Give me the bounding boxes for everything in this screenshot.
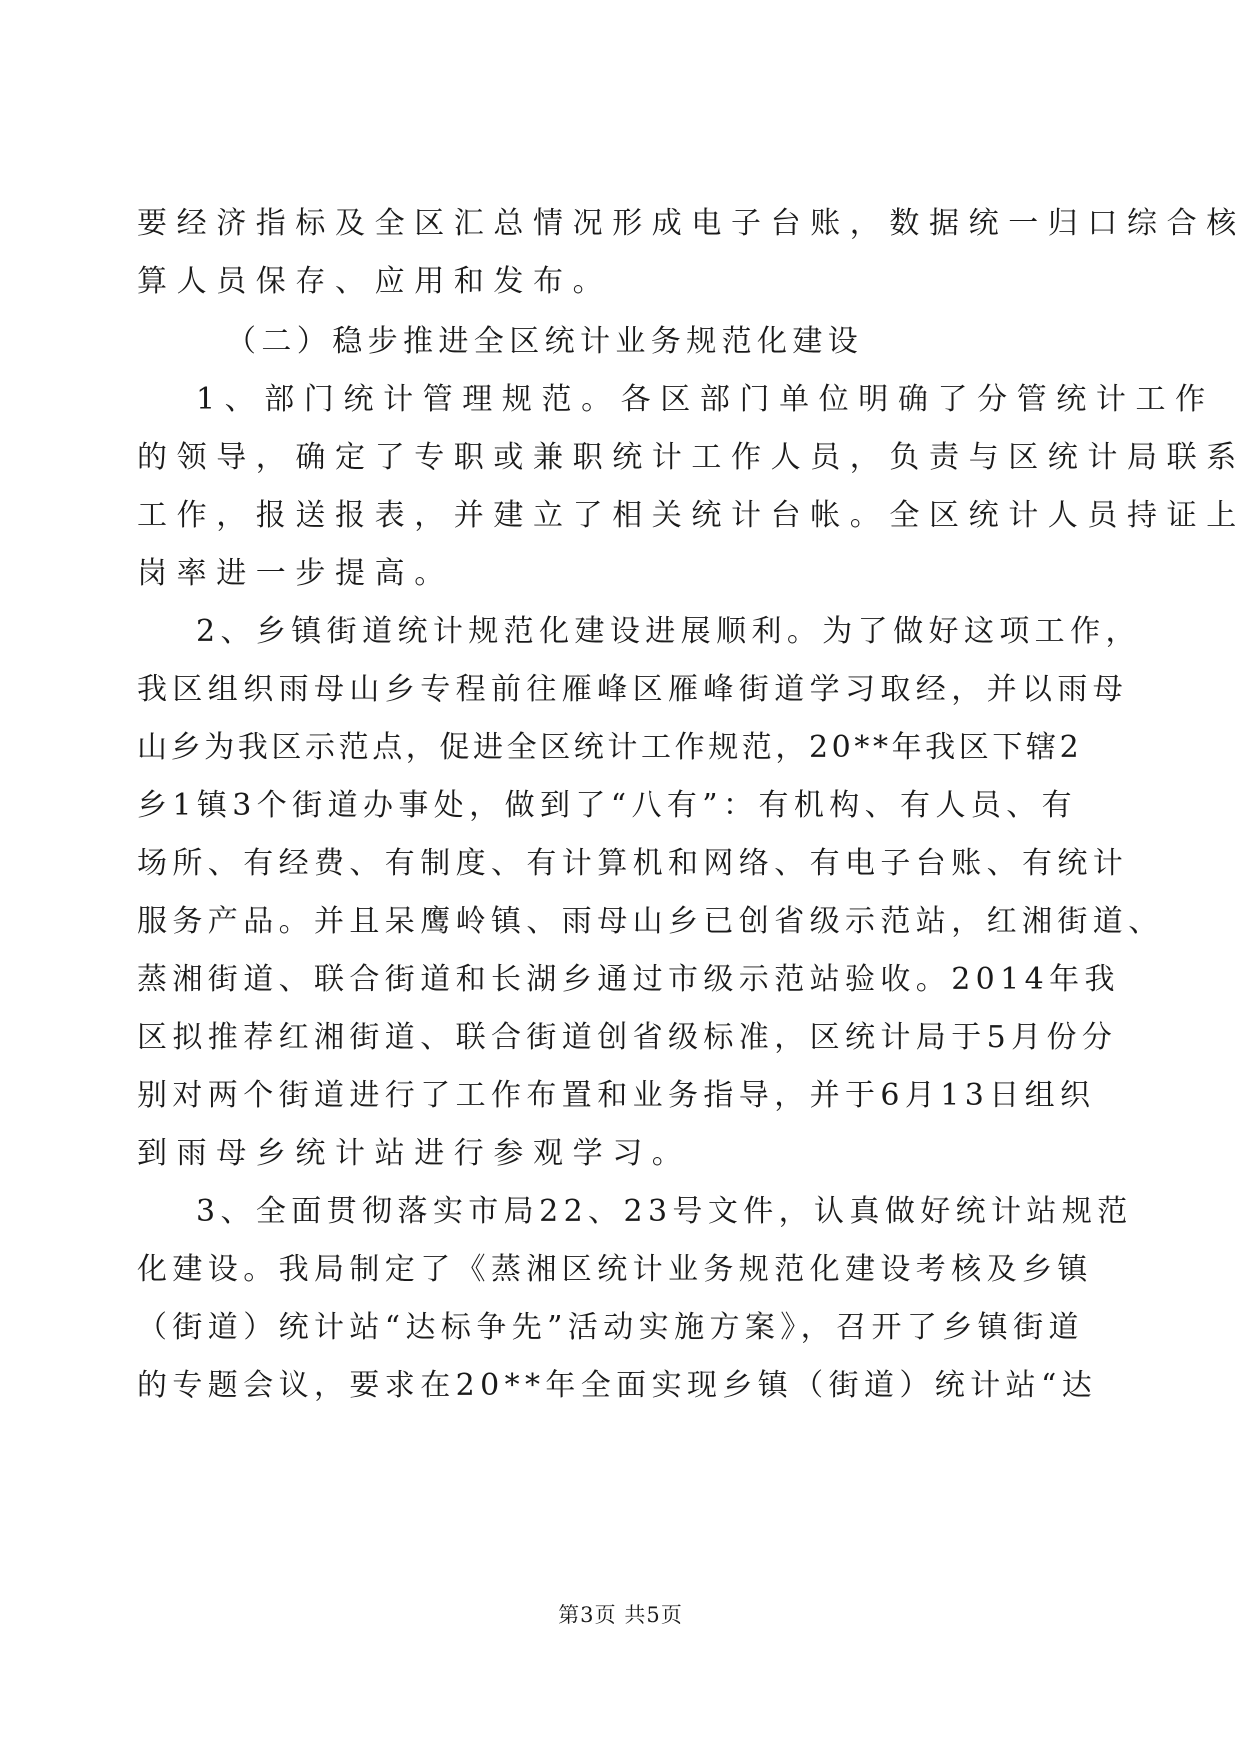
paragraph-line: 蒸湘街道、联合街道和长湖乡通过市级示范站验收。2014年我 [137,962,1120,997]
paragraph-line: 3、全面贯彻落实市局22、23号文件，认真做好统计站规范 [196,1194,1133,1229]
section-heading: （二）稳步推进全区统计业务规范化建设 [226,324,864,359]
paragraph-line: 到雨母乡统计站进行参观学习。 [137,1136,692,1171]
paragraph-line: 化建设。我局制定了《蒸湘区统计业务规范化建设考核及乡镇 [137,1252,1093,1287]
paragraph-line: 我区组织雨母山乡专程前往雁峰区雁峰街道学习取经，并以雨母 [137,672,1129,707]
page-number-footer: 第3页 共5页 [558,1603,683,1627]
paragraph-line: 算人员保存、应用和发布。 [137,264,613,299]
paragraph-line: 岗率进一步提高。 [137,556,454,591]
paragraph-line: 区拟推荐红湘街道、联合街道创省级标准，区统计局于5月份分 [137,1020,1118,1055]
paragraph-line: 服务产品。并且呆鹰岭镇、雨母山乡已创省级示范站，红湘街道、 [137,904,1164,939]
paragraph-line: 1、部门统计管理规范。各区部门单位明确了分管统计工作 [196,382,1215,417]
paragraph-line: 场所、有经费、有制度、有计算机和网络、有电子台账、有统计 [137,846,1129,881]
paragraph-line: 山乡为我区示范点，促进全区统计工作规范，20**年我区下辖2 [137,730,1083,765]
paragraph-line: 乡1镇3个街道办事处，做到了“八有”：有机构、有人员、有 [137,788,1078,823]
paragraph-line: 别对两个街道进行了工作布置和业务指导，并于6月13日组织 [137,1078,1096,1113]
paragraph-line: 的领导，确定了专职或兼职统计工作人员，负责与区统计局联系 [137,440,1246,475]
paragraph-line: （街道）统计站“达标争先”活动实施方案》，召开了乡镇街道 [137,1310,1084,1345]
paragraph-line: 2、乡镇街道统计规范化建设进展顺利。为了做好这项工作， [196,614,1141,649]
paragraph-line: 工作，报送报表，并建立了相关统计台帐。全区统计人员持证上 [137,498,1246,533]
paragraph-line: 的专题会议，要求在20**年全面实现乡镇（街道）统计站“达 [137,1368,1098,1403]
paragraph-line: 要经济指标及全区汇总情况形成电子台账，数据统一归口综合核 [137,206,1246,241]
